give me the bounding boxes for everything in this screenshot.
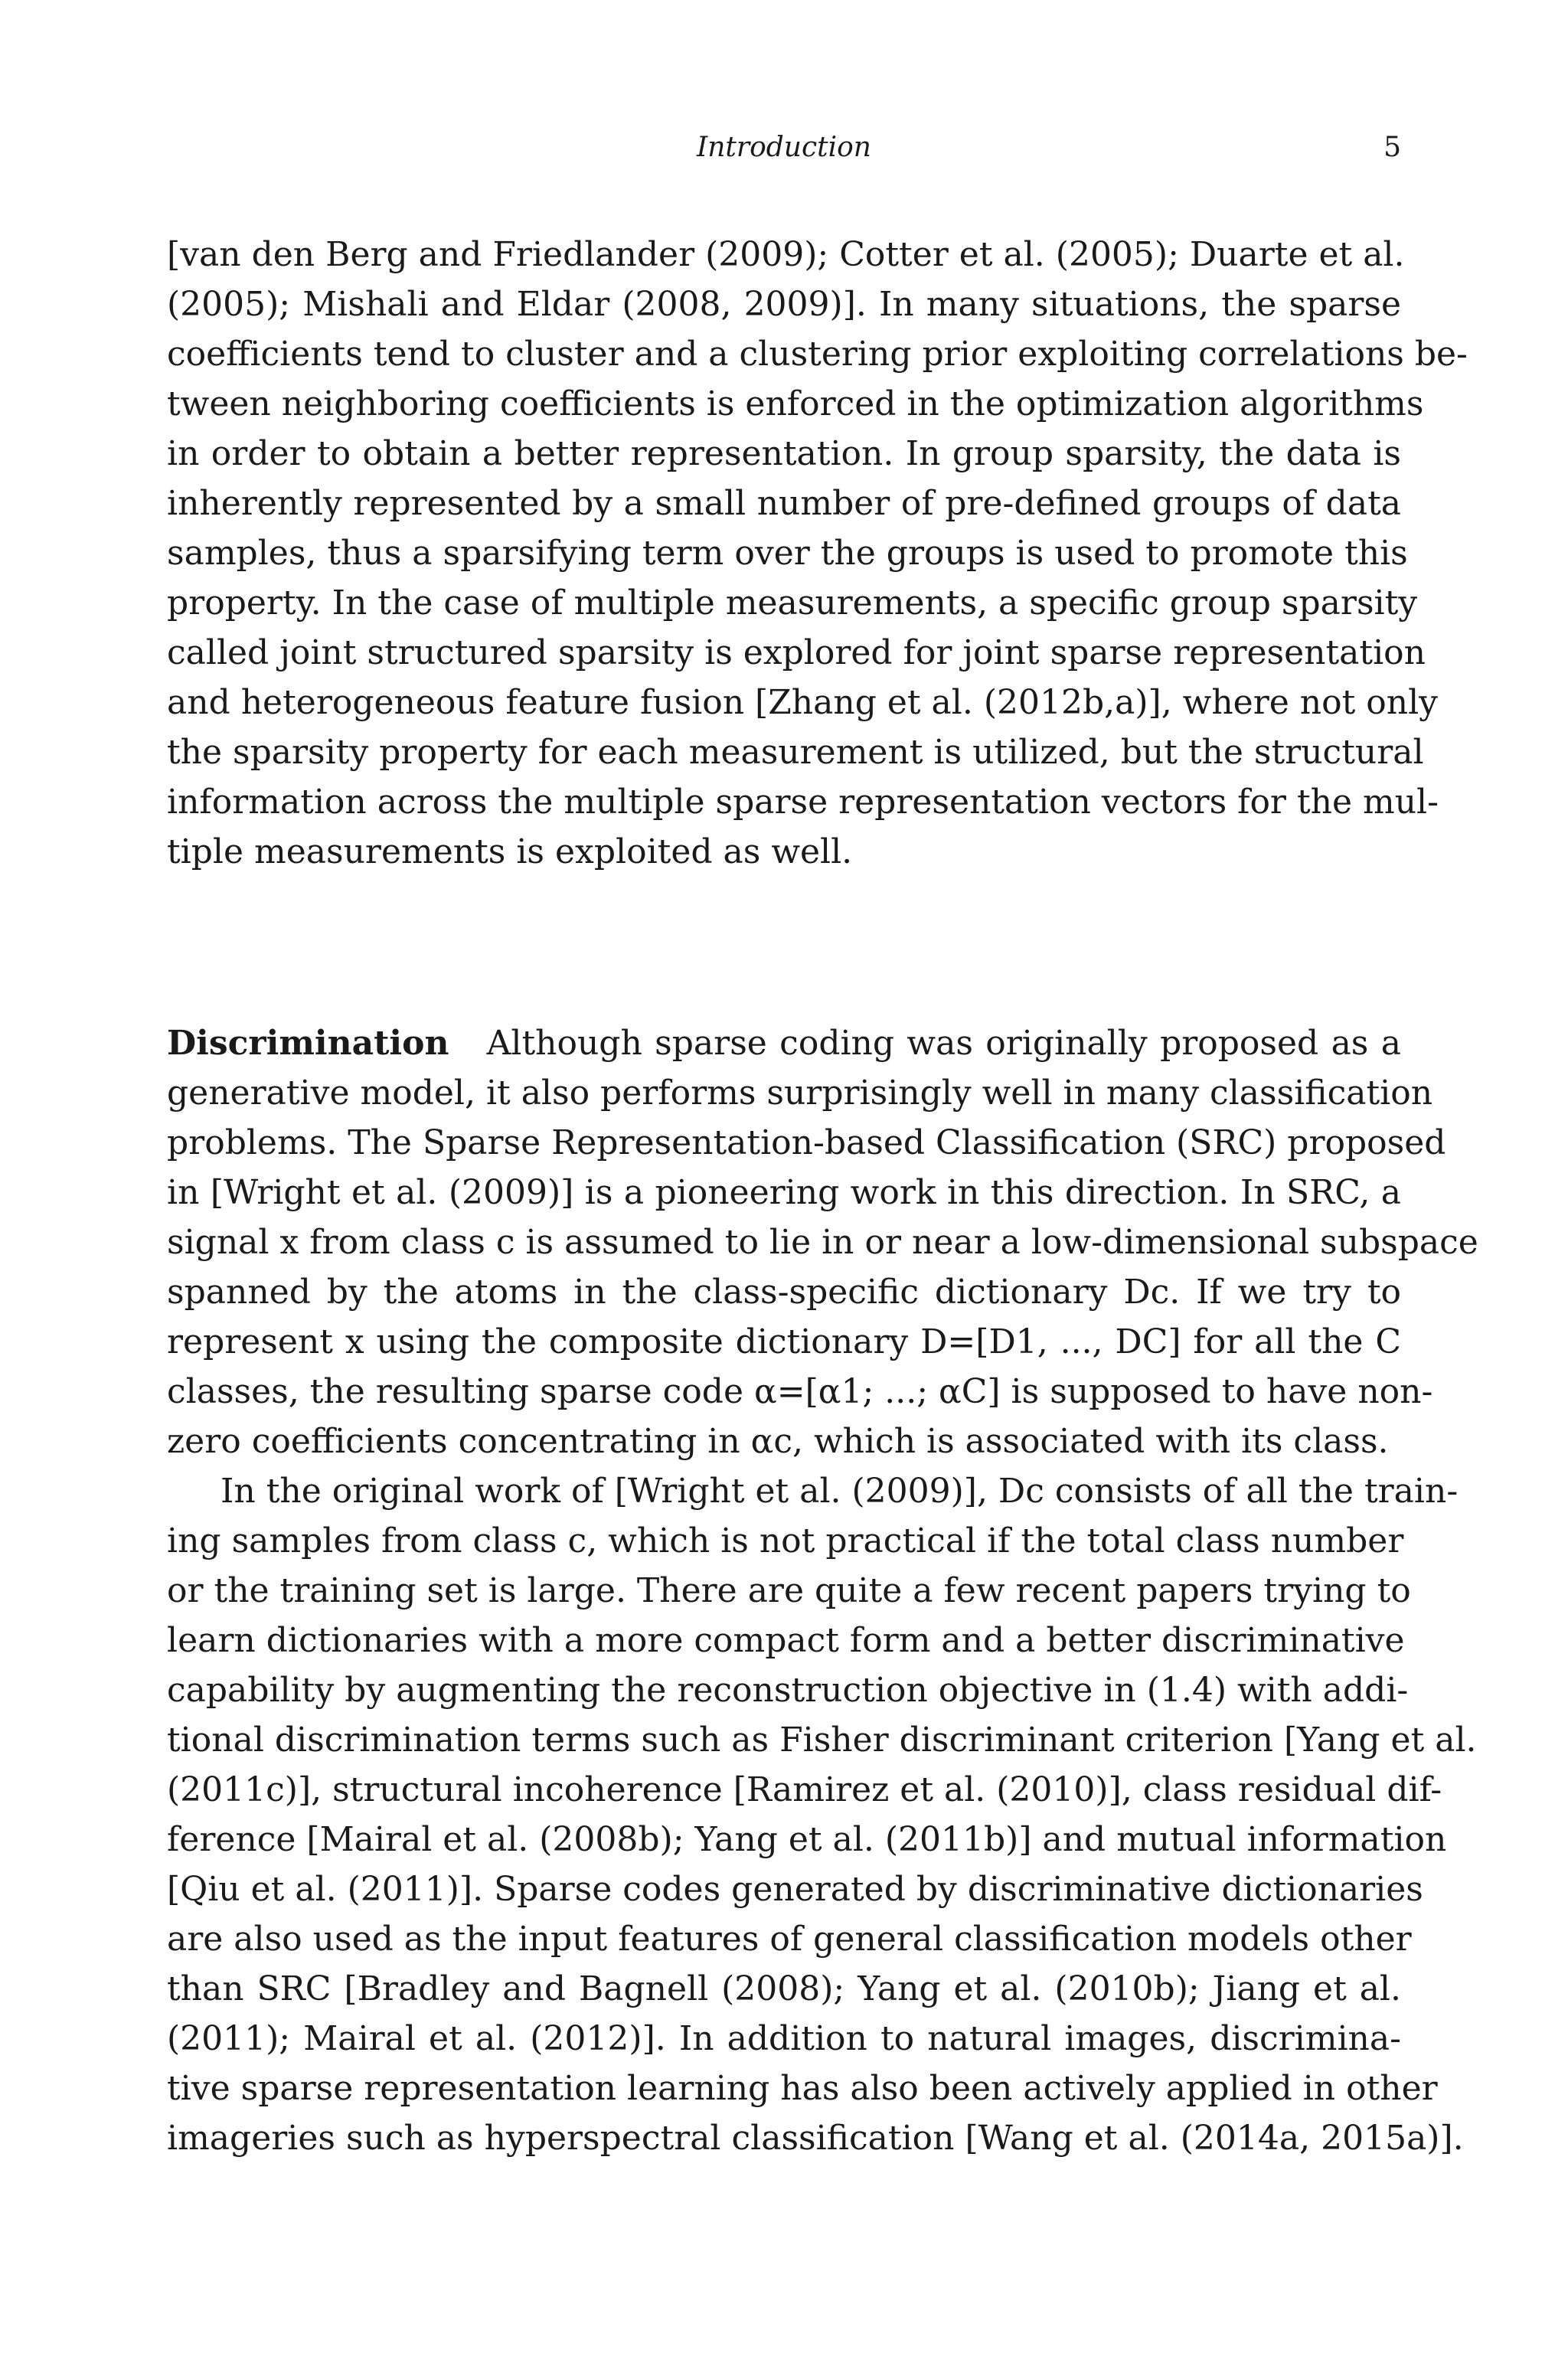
text-line: than SRC [Bradley and Bagnell (2008); Yang et al. (2010b); Jiang et al. — [167, 1969, 1401, 2008]
text-line: learn dictionaries with a more compact form and a better discriminative — [167, 1621, 1405, 1660]
text-line: imageries such as hyperspectral classification [Wang et al. (2014a, 2015a)]. — [167, 2119, 1464, 2158]
text-line: ing samples from class c, which is not practical if the total class number — [167, 1521, 1404, 1560]
text-line: ference [Mairal et al. (2008b); Yang et al. (2011b)] and mutual information — [167, 1820, 1447, 1859]
text-line: information across the multiple sparse representation vectors for the mul- — [167, 783, 1439, 822]
text-line — [167, 1018, 1401, 1068]
text-line: [Qiu et al. (2011)]. Sparse codes generated by discriminative dictionaries — [167, 1870, 1423, 1909]
running-head-title: Introduction — [697, 132, 871, 163]
text-line: called joint structured sparsity is explored for joint sparse representation — [167, 633, 1426, 672]
text-line: in [Wright et al. (2009)] is a pioneering work in this direction. In SRC, a — [167, 1173, 1401, 1212]
text-line: are also used as the input features of general classification models other — [167, 1920, 1412, 1959]
text-line: signal x from class c is assumed to lie in or near a low-dimensional subspace — [167, 1223, 1478, 1262]
text-line: spanned by the atoms in the class-specific dictionary Dc. If we try to — [167, 1273, 1401, 1312]
text-line: (2005); Mishali and Eldar (2008, 2009)]. In many situations, the sparse — [167, 285, 1401, 324]
text-line: (2011c)], structural incoherence [Ramirez et al. (2010)], class residual dif- — [167, 1770, 1442, 1809]
heading-line-text: Although sparse coding was originally proposed as a — [486, 1024, 1401, 1063]
paragraph-2 — [167, 1018, 1478, 1466]
running-head — [167, 129, 1401, 167]
text-line: capability by augmenting the reconstruction objective in (1.4) with addi- — [167, 1671, 1409, 1710]
text-line: tiple measurements is exploited as well. — [167, 832, 853, 871]
paragraph-heading: Discrimination — [167, 1024, 449, 1063]
text-line: the sparsity property for each measurement is utilized, but the structural — [167, 733, 1424, 772]
text-line: problems. The Sparse Representation-based Classification (SRC) proposed — [167, 1123, 1446, 1162]
text-line: In the original work of [Wright et al. (2009)], Dc consists of all the train- — [220, 1472, 1459, 1511]
text-line: generative model, it also performs surprisingly well in many classification — [167, 1074, 1433, 1113]
text-line: represent x using the composite dictionary D=[D1, ..., DC] for all the C — [167, 1322, 1401, 1361]
text-line: inherently represented by a small number of pre-defined groups of data — [167, 484, 1401, 523]
paragraph-1 — [167, 230, 1468, 877]
text-line: and heterogeneous feature fusion [Zhang et al. (2012b,a)], where not only — [167, 683, 1439, 722]
text-line: or the training set is large. There are quite a few recent papers trying to — [167, 1571, 1411, 1610]
text-line: tween neighboring coefficients is enforced in the optimization algorithms — [167, 384, 1424, 423]
text-line: property. In the case of multiple measurements, a specific group sparsity — [167, 583, 1418, 623]
text-line: coefficients tend to cluster and a clustering prior exploiting correlations be- — [167, 335, 1468, 374]
text-line: samples, thus a sparsifying term over the groups is used to promote this — [167, 534, 1408, 573]
paragraph-3 — [167, 1466, 1477, 2163]
text-line: tive sparse representation learning has also been actively applied in other — [167, 2069, 1438, 2108]
text-line: classes, the resulting sparse code α=[α1; ...; αC] is supposed to have non- — [167, 1372, 1433, 1411]
text-line: tional discrimination terms such as Fisher discriminant criterion [Yang et al. — [167, 1721, 1477, 1760]
text-line: zero coefficients concentrating in αc, which is associated with its class. — [167, 1422, 1389, 1461]
text-line: [van den Berg and Friedlander (2009); Cotter et al. (2005); Duarte et al. — [167, 235, 1405, 274]
text-line: in order to obtain a better representation. In group sparsity, the data is — [167, 434, 1401, 473]
page-number: 5 — [1383, 132, 1401, 163]
text-line: (2011); Mairal et al. (2012)]. In addition to natural images, discrimina- — [167, 2019, 1401, 2058]
